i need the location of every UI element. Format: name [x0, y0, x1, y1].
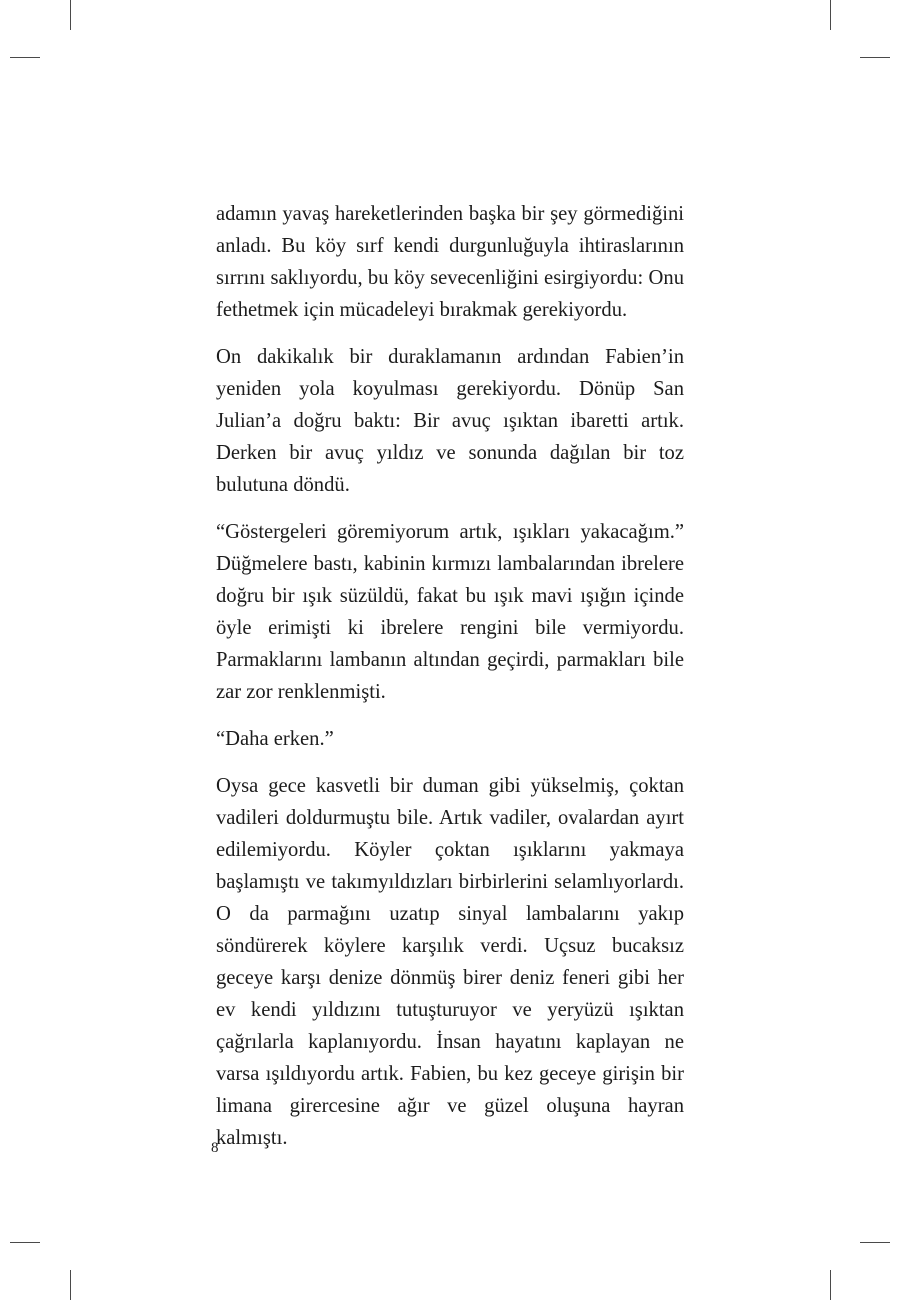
body-text — [216, 198, 684, 1169]
paragraph: On dakikalık bir duraklamanın ardından Fabien’in yeniden yola koyulması gerekiyordu. Dönüp San Julian’a doğru baktı: Bir avuç ışıktan ibaretti artık. Derken bir avuç yıldız ve sonunda dağılan bir toz bulutuna döndü. — [216, 346, 684, 496]
page-number: 8 — [211, 1140, 219, 1156]
crop-mark-bottom-left-vertical — [70, 1270, 71, 1300]
crop-mark-bottom-left-horizontal — [10, 1242, 40, 1243]
crop-mark-top-left-horizontal — [10, 57, 40, 58]
crop-mark-bottom-right-horizontal — [860, 1242, 890, 1243]
crop-mark-bottom-right-vertical — [830, 1270, 831, 1300]
paragraph: “Göstergeleri göremiyorum artık, ışıkları yakacağım.” Düğmelere bastı, kabinin kırmızı lambalarından ibrelere doğru bir ışık süzüldü, fakat bu ışık mavi ışığın içinde öyle erimişti ki ibrelere rengini bile vermiyordu. Parmaklarını lambanın altından geçirdi, parmakları bile zar zor renklenmişti. — [216, 521, 684, 703]
paragraph: “Daha erken.” — [216, 728, 334, 750]
crop-mark-top-right-vertical — [830, 0, 831, 30]
crop-mark-top-left-vertical — [70, 0, 71, 30]
paragraph: Oysa gece kasvetli bir duman gibi yükselmiş, çoktan vadileri doldurmuştu bile. Artık vadiler, ovalardan ayırt edilemiyordu. Köyler çoktan ışıklarını yakmaya başlamıştı ve takımyıldızları birbirlerini selamlıyorlardı. O da parmağını uzatıp sinyal lambalarını yakıp söndürerek köylere karşılık verdi. Uçsuz bucaksız geceye karşı denize dönmüş birer deniz feneri gibi her ev kendi yıldızını tutuşturuyor ve yeryüzü ışıktan çağrılarla kaplanıyordu. İnsan hayatını kaplayan ne varsa ışıldıyordu artık. Fabien, bu kez geceye girişin bir limana girercesine ağır ve güzel oluşuna hayran kalmıştı. — [216, 775, 684, 1149]
crop-mark-top-right-horizontal — [860, 57, 890, 58]
paragraph: adamın yavaş hareketlerinden başka bir şey görmediğini anladı. Bu köy sırf kendi durgunluğuyla ihtiraslarının sırrını saklıyordu, bu köy sevecenliğini esirgiyordu: Onu fethetmek için mücadeleyi bırakmak gerekiyordu. — [216, 203, 684, 321]
